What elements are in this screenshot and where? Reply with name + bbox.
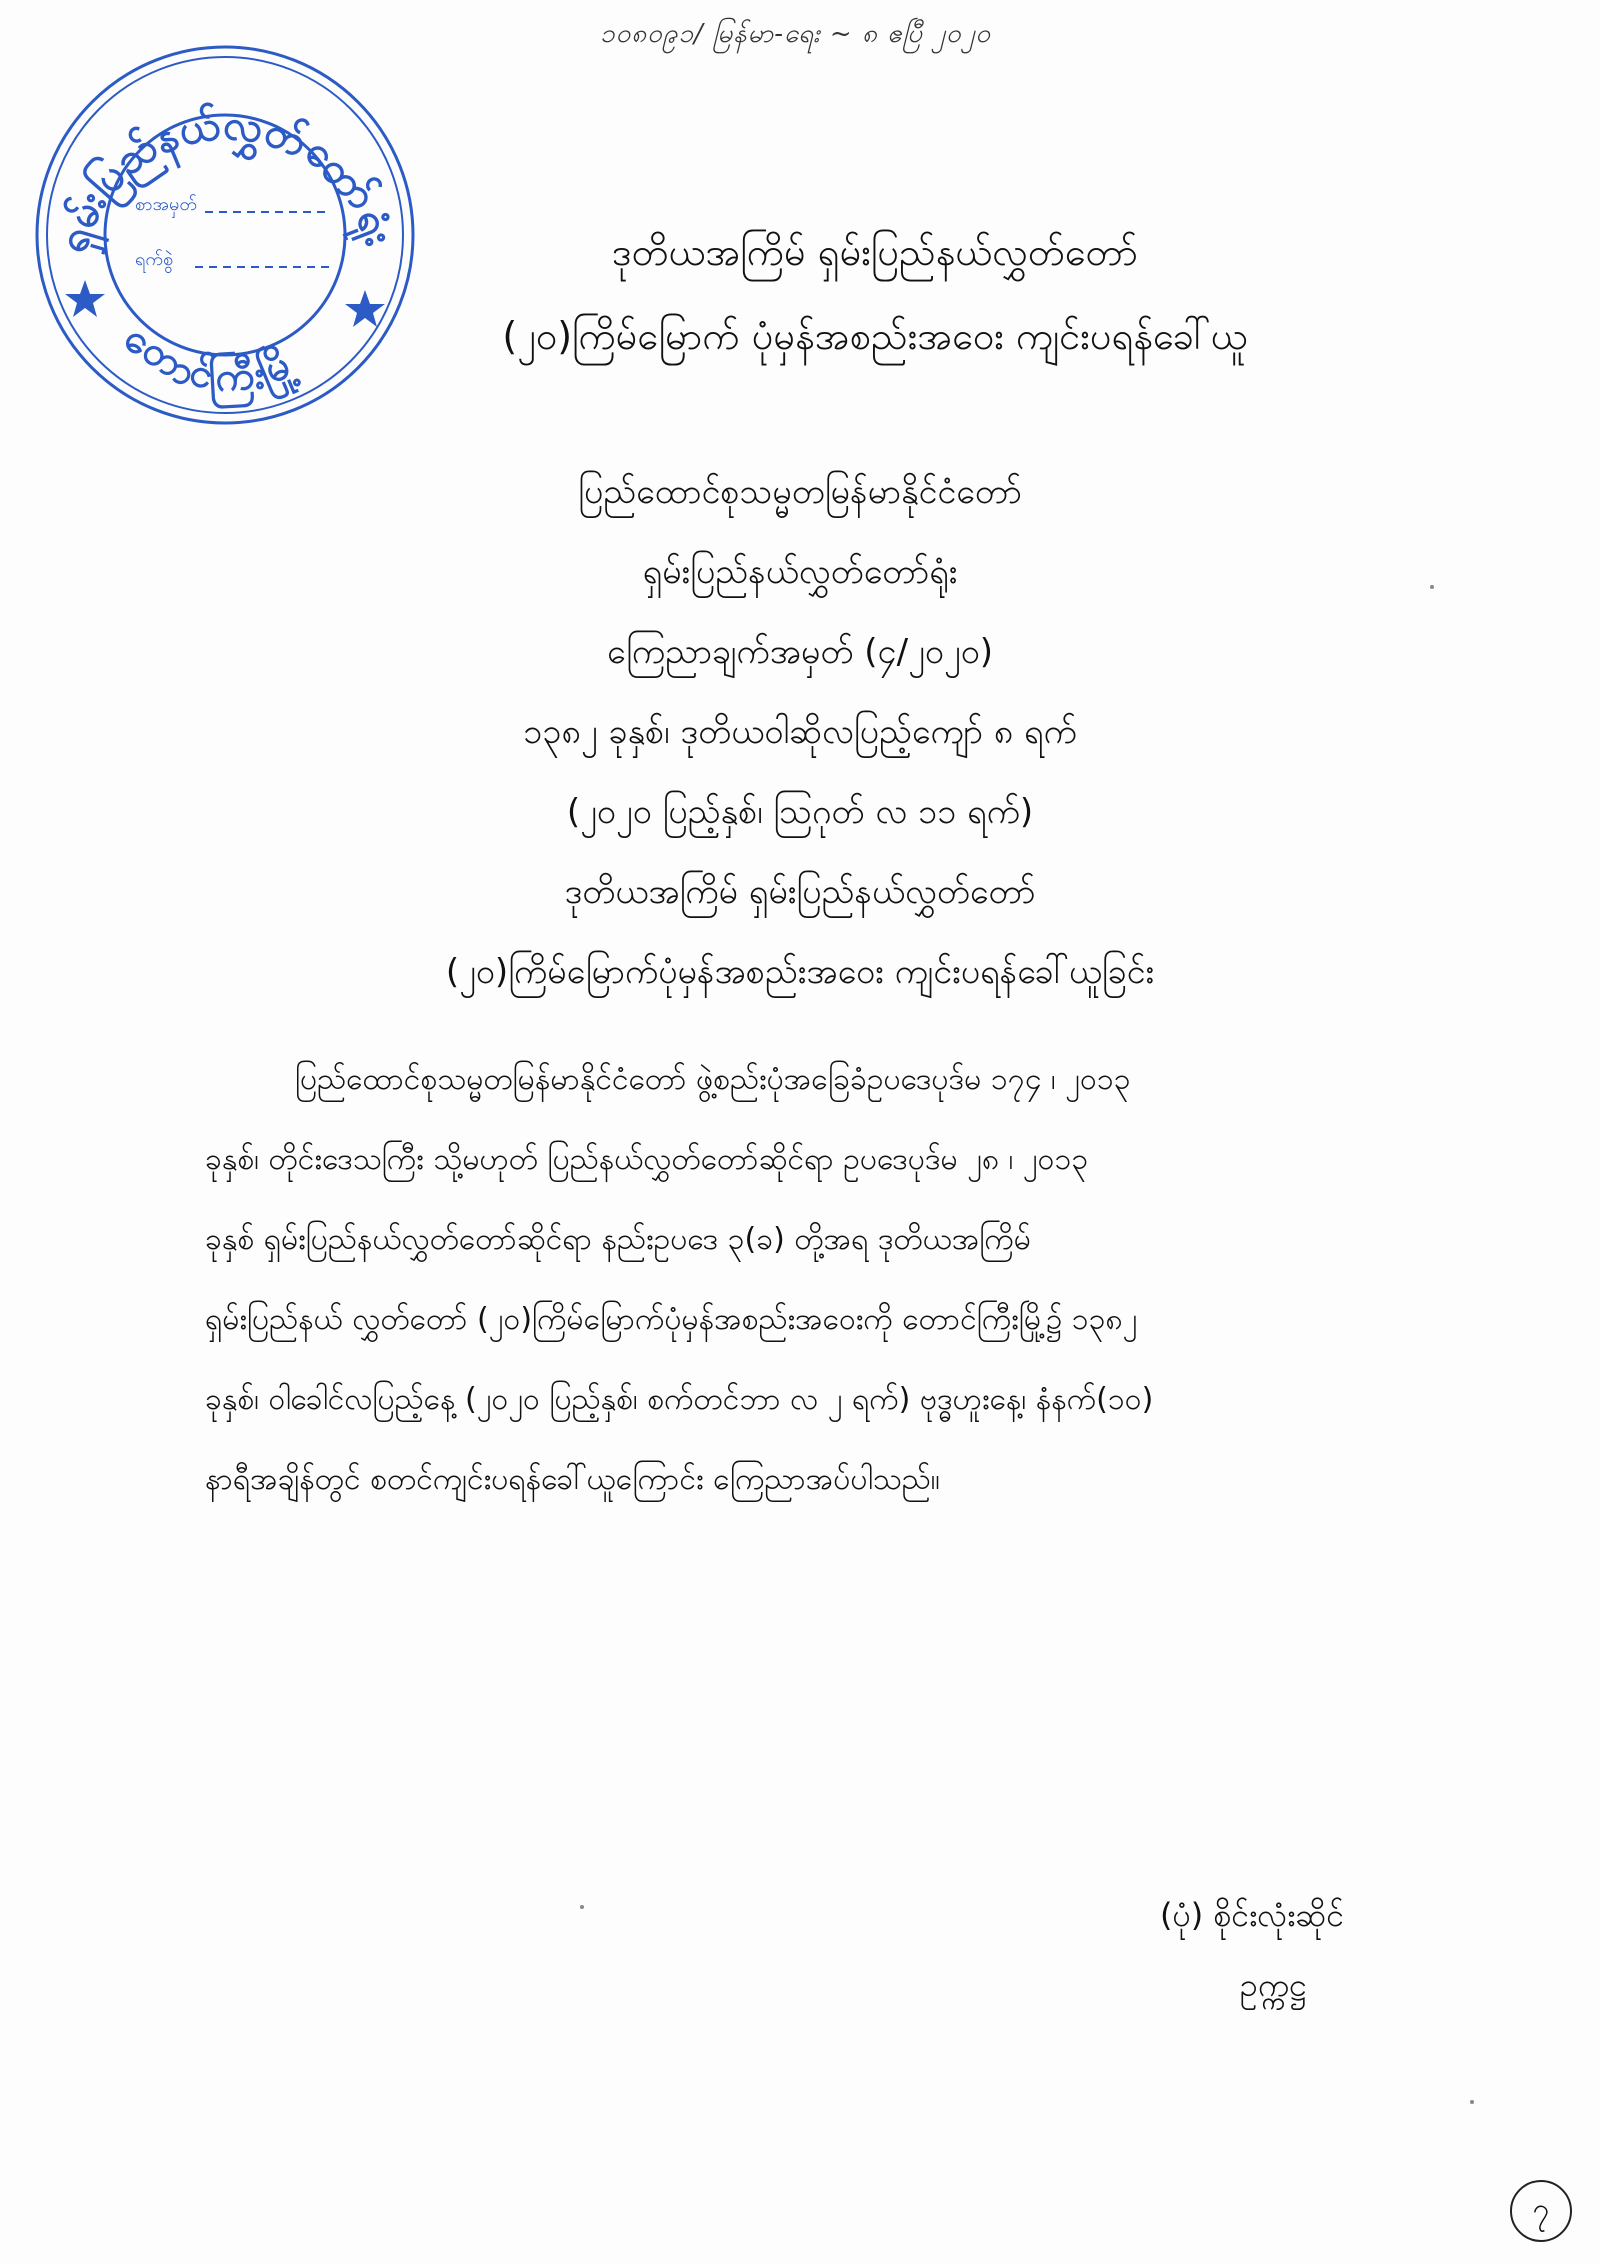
body-line: ခုနှစ်၊ တိုင်းဒေသကြီး သို့မဟုတ် ပြည်နယ်လွှတ်တော်ဆိုင်ရာ ဥပဒေပုဒ်မ ၂၈ ၊ ၂၀၁၃ <box>205 1142 1089 1177</box>
seal-field-2: ရက်စွဲ <box>135 249 174 270</box>
body-line: နာရီအချိန်တွင် စတင်ကျင်းပရန်ခေါ်ယူကြောင်း ကြေညာအပ်ပါသည်။ <box>205 1462 940 1497</box>
signatory-name: (ပုံ) စိုင်းလုံးဆိုင် <box>1160 1896 1345 1934</box>
body-line: ပြည်ထောင်စုသမ္မတမြန်မာနိုင်ငံတော် ဖွဲ့စည်းပုံအခြေခံဥပဒေပုဒ်မ ၁၇၄ ၊ ၂၀၁၃ <box>295 1062 1131 1097</box>
body-line: ခုနှစ်၊ ဝါခေါင်လပြည့်နေ့ (၂၀၂၀ ပြည့်နှစ်၊ စက်တင်ဘာ လ ၂ ရက်) ဗုဒ္ဓဟူးနေ့၊ နံနက်(၁၀) <box>205 1382 1154 1417</box>
subject-line-2: (၂၀)ကြိမ်မြောက်ပုံမှန်အစည်းအဝေး ကျင်းပရန်ခေါ်ယူခြင်း <box>445 952 1155 992</box>
body-line: ရှမ်းပြည်နယ် လွှတ်တော် (၂၀)ကြိမ်မြောက်ပုံမှန်အစည်းအဝေးကို တောင်ကြီးမြို့၌ ၁၃၈၂ <box>205 1302 1138 1337</box>
signatory-title: ဥက္ကဋ္ဌ <box>1240 1966 1307 2004</box>
announcement-number: ကြေညာချက်အမှတ် (၄/၂၀၂၀) <box>606 632 994 672</box>
myanmar-date: ၁၃၈၂ ခုနှစ်၊ ဒုတိယဝါဆိုလပြည့်ကျော် ၈ ရက် <box>523 712 1077 752</box>
office-name: ရှမ်းပြည်နယ်လွှတ်တော်ရုံး <box>642 552 958 592</box>
body-paragraph <box>205 1040 1400 1520</box>
seal-field-1: စာအမှတ် <box>135 194 197 215</box>
subject-line-1: ဒုတိယအကြိမ် ရှမ်းပြည်နယ်လွှတ်တော် <box>564 872 1036 912</box>
scan-speck <box>580 1905 584 1909</box>
handwritten-note: ၁၀၈၀၉၁/ မြန်မာ-ရေး ~ ၈ ဧပြီ ၂၀၂၀ <box>600 19 991 49</box>
signature-block <box>1160 1880 1344 2020</box>
body-line: ခုနှစ် ရှမ်းပြည်နယ်လွှတ်တော်ဆိုင်ရာ နည်းဥပဒေ ၃(ခ) တို့အရ ဒုတိယအကြိမ် <box>205 1222 1031 1257</box>
heading-line-2: (၂၀)ကြိမ်မြောက် ပုံမှန်အစည်းအဝေး ကျင်းပရန်ခေါ်ယူ <box>502 314 1248 358</box>
seal-outer-text: ရှမ်းပြည်နယ်လွှတ်တော်ရုံး <box>47 99 405 258</box>
country-name: ပြည်ထောင်စုသမ္မတမြန်မာနိုင်ငံတော် <box>578 472 1022 512</box>
scan-speck <box>1430 585 1434 589</box>
scan-speck <box>1470 2100 1474 2104</box>
seal-bottom-text: တောင်ကြီးမြို့ <box>115 314 303 402</box>
page-number: ၇ <box>1510 2180 1572 2242</box>
announcement-header <box>0 452 1600 1012</box>
gregorian-date: (၂၀၂၀ ပြည့်နှစ်၊ ဩဂုတ် လ ၁၁ ရက်) <box>566 792 1034 832</box>
heading-line-1: ဒုတိယအကြိမ် ရှမ်းပြည်နယ်လွှတ်တော် <box>611 230 1139 274</box>
